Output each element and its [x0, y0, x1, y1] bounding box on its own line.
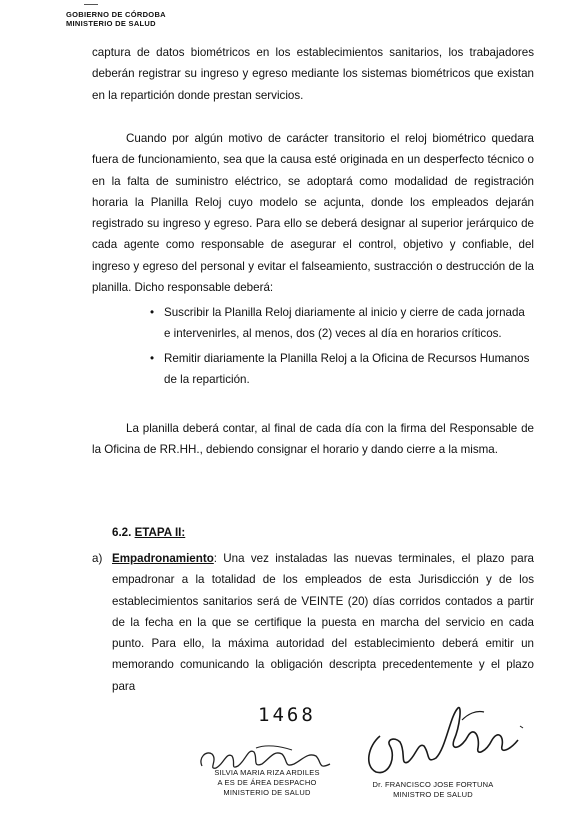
- item-text: : Una vez instaladas las nuevas terminales, el plazo para empadronar a la totalidad de los empleados de esta Jurisdicción y de los establecimientos sanitarios será de VEINTE (20) días corridos contados a partir de la fecha en la que se certifique la puesta en marcha del servicio en cada punto. Para ello, la máxima autoridad del establecimiento deberá emitir un memorando comunicando la obligación descripta precedentemente y el plazo para: [112, 552, 534, 693]
- item-content: [112, 548, 534, 697]
- letterhead-ministry: MINISTERIO DE SALUD: [66, 19, 156, 28]
- bullet-text: Suscribir la Planilla Reloj diariamente al inicio y cierre de cada jornada e intervenirles, al menos, dos (2) veces al día en horarios críticos.: [164, 306, 525, 341]
- bullet-item: [150, 348, 534, 391]
- stamp-left-role: A ES DE ÁREA DESPACHO: [217, 778, 317, 787]
- section-heading: [112, 526, 185, 539]
- letterhead: [66, 10, 166, 28]
- item-label: a): [92, 552, 103, 565]
- signature-right: [350, 696, 530, 786]
- page-number: 1468: [258, 704, 316, 726]
- item-term: Empadronamiento: [112, 552, 214, 565]
- bullet-text: Remitir diariamente la Planilla Reloj a la Oficina de Recursos Humanos de la repartición.: [164, 351, 530, 386]
- stamp-left-org: MINISTERIO DE SALUD: [223, 788, 311, 797]
- bullet-dot-icon: •: [150, 351, 155, 365]
- list-item-a: [92, 548, 534, 697]
- paragraph-3: La planilla deberá contar, al final de cada día con la firma del Responsable de la Oficina de RR.HH., debiendo consignar el horario y dando cierre a la misma.: [92, 422, 534, 457]
- section-number: 6.2.: [112, 526, 132, 539]
- stamp-right: [368, 780, 498, 800]
- paragraph-2: Cuando por algún motivo de carácter transitorio el reloj biométrico quedara fuera de funcionamiento, sea que la causa esté originada en un desperfecto técnico o en la falta de suministro eléctrico, se adoptará como modalidad de registración horaria la Planilla Reloj cuyo modelo se acjunta, donde los empleados dejarán registrado su ingreso y egreso. Para ello se deberá designar al superior jerárquico de cada agente como responsable de asegurar el control, objetivo y confiable, del ingreso y egreso del personal y evitar el falseamiento, sustracción o destrucción de la planilla. Dicho responsable deberá:: [92, 132, 534, 295]
- bullet-item: [150, 302, 534, 345]
- letterhead-government: GOBIERNO DE CÓRDOBA: [66, 10, 166, 19]
- header-mark: [84, 0, 98, 5]
- paragraph-1: captura de datos biométricos en los establecimientos sanitarios, los trabajadores deberán registrar su ingreso y egreso mediante los sistemas biométricos que existan en la repartición donde prestan servicios.: [92, 46, 534, 102]
- bullet-dot-icon: •: [150, 306, 155, 319]
- section-title: ETAPA II:: [134, 526, 186, 539]
- stamp-left: [192, 768, 342, 798]
- stamp-right-org: MINISTRO DE SALUD: [393, 790, 473, 799]
- stamp-left-name: SILVIA MARIA RIZA ARDILES: [214, 768, 320, 777]
- stamp-right-name: Dr. FRANCISCO JOSE FORTUNA: [372, 780, 494, 789]
- bullet-list: [150, 302, 534, 390]
